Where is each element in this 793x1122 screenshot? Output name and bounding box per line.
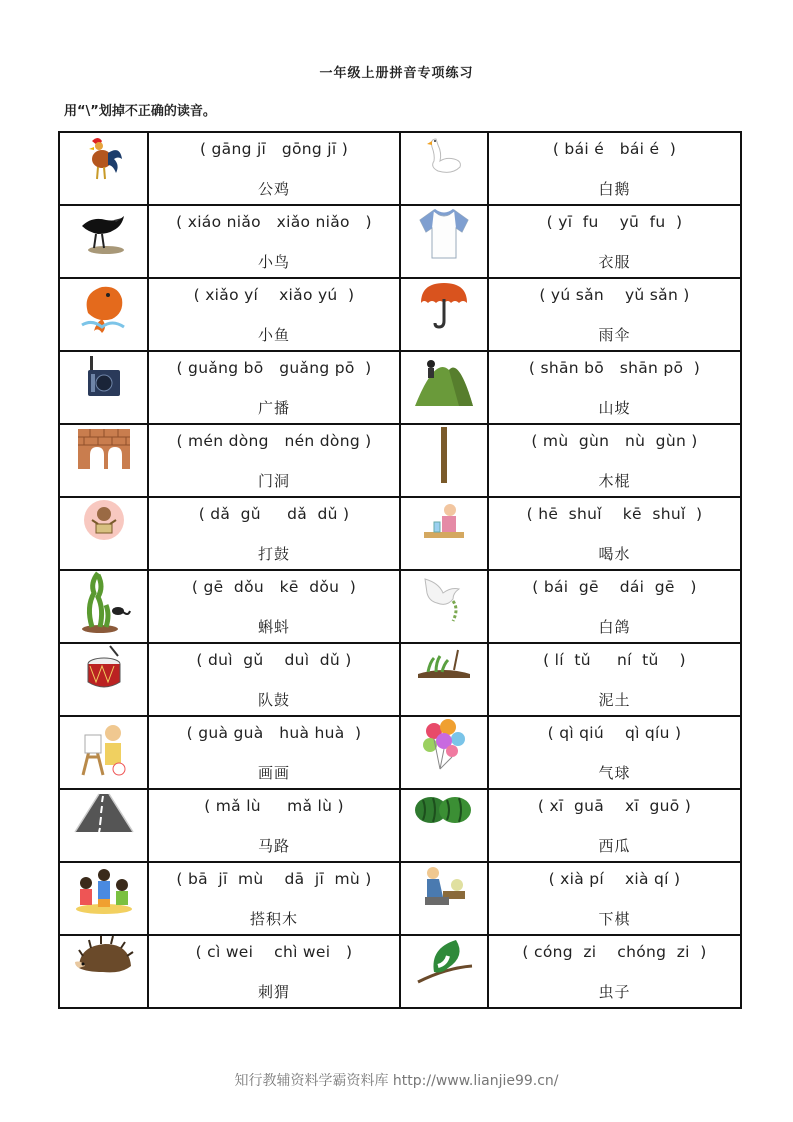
hedgehog-icon	[60, 936, 147, 980]
table-row	[59, 205, 741, 278]
radio-icon	[60, 352, 147, 402]
drum-player-icon	[60, 498, 147, 542]
pinyin-options[interactable]: ( hē shuǐ kē shuǐ )	[526, 505, 703, 523]
picture-cell	[400, 862, 488, 935]
chinese-word: 门洞	[257, 472, 290, 490]
chinese-word: 虫子	[598, 983, 631, 1001]
exercise-table	[58, 131, 742, 1009]
picture-cell	[59, 205, 148, 278]
chinese-word: 下棋	[598, 910, 631, 928]
chinese-word: 山坡	[598, 399, 631, 417]
chinese-word: 广播	[257, 399, 290, 417]
pinyin-options[interactable]: ( shān bō shān pō )	[528, 359, 701, 377]
rooster-icon	[60, 133, 147, 185]
table-row	[59, 278, 741, 351]
pinyin-options[interactable]: ( guǎng bō guǎng pō )	[176, 359, 372, 377]
chinese-word: 搭积木	[249, 910, 298, 928]
answer-cell	[488, 716, 741, 789]
pinyin-options[interactable]: ( gē dǒu kē dǒu )	[191, 578, 357, 596]
chinese-word: 西瓜	[598, 837, 631, 855]
drinking-icon	[420, 527, 468, 546]
answer-cell	[148, 716, 400, 789]
goose-icon	[422, 164, 466, 183]
pinyin-options[interactable]: ( guà guà huà huà )	[186, 724, 362, 742]
picture-cell	[59, 351, 148, 424]
watermelon-icon	[413, 811, 475, 830]
table-row	[59, 424, 741, 497]
pinyin-options[interactable]: ( xiáo niǎo xiǎo niǎo )	[176, 213, 372, 231]
chinese-word: 画画	[257, 764, 290, 782]
table-row	[59, 643, 741, 716]
chinese-word: 小鱼	[257, 326, 290, 344]
painter-icon	[60, 717, 147, 779]
pinyin-options[interactable]: ( gāng jī gōng jī )	[199, 140, 349, 158]
table-row	[59, 132, 741, 205]
picture-cell	[400, 716, 488, 789]
answer-cell	[488, 789, 741, 862]
picture-cell	[59, 278, 148, 351]
pinyin-options[interactable]: ( cì wei chì wei )	[195, 943, 353, 961]
pinyin-options[interactable]: ( yú sǎn yǔ sǎn )	[539, 286, 690, 304]
answer-cell	[488, 351, 741, 424]
pinyin-options[interactable]: ( cóng zi chóng zi )	[522, 943, 707, 961]
pinyin-options[interactable]: ( duì gǔ duì dǔ )	[196, 651, 352, 669]
chinese-word: 蝌蚪	[257, 618, 290, 636]
pinyin-options[interactable]: ( dǎ gǔ dǎ dǔ )	[198, 505, 350, 523]
answer-cell	[488, 862, 741, 935]
answer-cell	[148, 424, 400, 497]
picture-cell	[59, 716, 148, 789]
pinyin-options[interactable]: ( bā jī mù dā jī mù )	[176, 870, 372, 888]
dove-icon	[419, 608, 469, 627]
pinyin-options[interactable]: ( mù gùn nù gùn )	[531, 432, 698, 450]
table-row	[59, 935, 741, 1008]
blocks-icon	[60, 863, 147, 915]
answer-cell	[148, 132, 400, 205]
table-row	[59, 862, 741, 935]
answer-cell	[488, 570, 741, 643]
pinyin-options[interactable]: ( xià pí xià qí )	[548, 870, 681, 888]
balloons-icon	[418, 758, 470, 777]
picture-cell	[400, 351, 488, 424]
answer-cell	[488, 278, 741, 351]
chinese-word: 打鼓	[257, 545, 290, 563]
chinese-word: 马路	[257, 837, 290, 855]
table-row	[59, 716, 741, 789]
page-title: 一年级上册拼音专项练习	[319, 66, 474, 81]
drum-icon	[60, 644, 147, 692]
picture-cell	[400, 497, 488, 570]
pinyin-options[interactable]: ( yī fu yū fu )	[546, 213, 683, 231]
pinyin-options[interactable]: ( bái gē dái gē )	[532, 578, 697, 596]
chinese-word: 队鼓	[257, 691, 290, 709]
pinyin-options[interactable]: ( xī guā xī guō )	[537, 797, 692, 815]
picture-cell	[400, 205, 488, 278]
chinese-word: 气球	[598, 764, 631, 782]
picture-cell	[59, 497, 148, 570]
chinese-word: 小鸟	[257, 253, 290, 271]
table-row	[59, 570, 741, 643]
picture-cell	[59, 570, 148, 643]
stick-icon	[438, 470, 450, 489]
answer-cell	[488, 497, 741, 570]
tadpole-icon	[60, 571, 147, 635]
shirt-icon	[416, 247, 472, 266]
table-row	[59, 497, 741, 570]
answer-cell	[488, 424, 741, 497]
chinese-word: 公鸡	[257, 180, 290, 198]
archway-icon	[60, 425, 147, 471]
answer-cell	[148, 497, 400, 570]
picture-cell	[59, 643, 148, 716]
pinyin-options[interactable]: ( mén dòng nén dòng )	[176, 432, 372, 450]
picture-cell	[59, 862, 148, 935]
answer-cell	[488, 935, 741, 1008]
chinese-word: 泥土	[598, 691, 631, 709]
chinese-word: 木棍	[598, 472, 631, 490]
chinese-word: 刺猬	[257, 983, 290, 1001]
table-row	[59, 789, 741, 862]
footer-watermark: 知行教辅资料学霸资料库 http://www.lianjie99.cn/	[234, 1073, 559, 1089]
instruction: 用“\”划掉不正确的读音。	[64, 104, 216, 119]
chinese-word: 白鹅	[598, 180, 631, 198]
pinyin-options[interactable]: ( lí tǔ ní tǔ )	[543, 651, 686, 669]
answer-cell	[488, 205, 741, 278]
pinyin-options[interactable]: ( xiǎo yí xiǎo yú )	[193, 286, 355, 304]
answer-cell	[148, 935, 400, 1008]
pinyin-options[interactable]: ( mǎ lù mǎ lù )	[204, 797, 344, 815]
hill-icon	[413, 393, 475, 412]
caterpillar-icon	[414, 971, 474, 990]
soil-icon	[416, 665, 472, 684]
picture-cell	[400, 424, 488, 497]
chinese-word: 雨伞	[598, 326, 631, 344]
chinese-word: 衣服	[598, 253, 631, 271]
answer-cell	[148, 351, 400, 424]
bird-icon	[60, 206, 147, 256]
answer-cell	[488, 132, 741, 205]
picture-cell	[400, 278, 488, 351]
answer-cell	[148, 862, 400, 935]
picture-cell	[59, 424, 148, 497]
picture-cell	[59, 132, 148, 205]
table-row	[59, 351, 741, 424]
picture-cell	[400, 643, 488, 716]
picture-cell	[400, 570, 488, 643]
chinese-word: 白鸽	[598, 618, 631, 636]
fish-icon	[60, 279, 147, 335]
picture-cell	[59, 789, 148, 862]
answer-cell	[148, 570, 400, 643]
pinyin-options[interactable]: ( bái é bái é )	[552, 140, 677, 158]
road-icon	[60, 790, 147, 834]
umbrella-icon	[417, 316, 471, 335]
answer-cell	[148, 205, 400, 278]
answer-cell	[148, 643, 400, 716]
picture-cell	[59, 935, 148, 1008]
answer-cell	[148, 789, 400, 862]
chinese-word: 喝水	[598, 545, 631, 563]
answer-cell	[488, 643, 741, 716]
picture-cell	[400, 789, 488, 862]
chess-icon	[419, 894, 469, 913]
picture-cell	[400, 132, 488, 205]
answer-cell	[148, 278, 400, 351]
picture-cell	[400, 935, 488, 1008]
pinyin-options[interactable]: ( qì qiú qì qíu )	[547, 724, 682, 742]
